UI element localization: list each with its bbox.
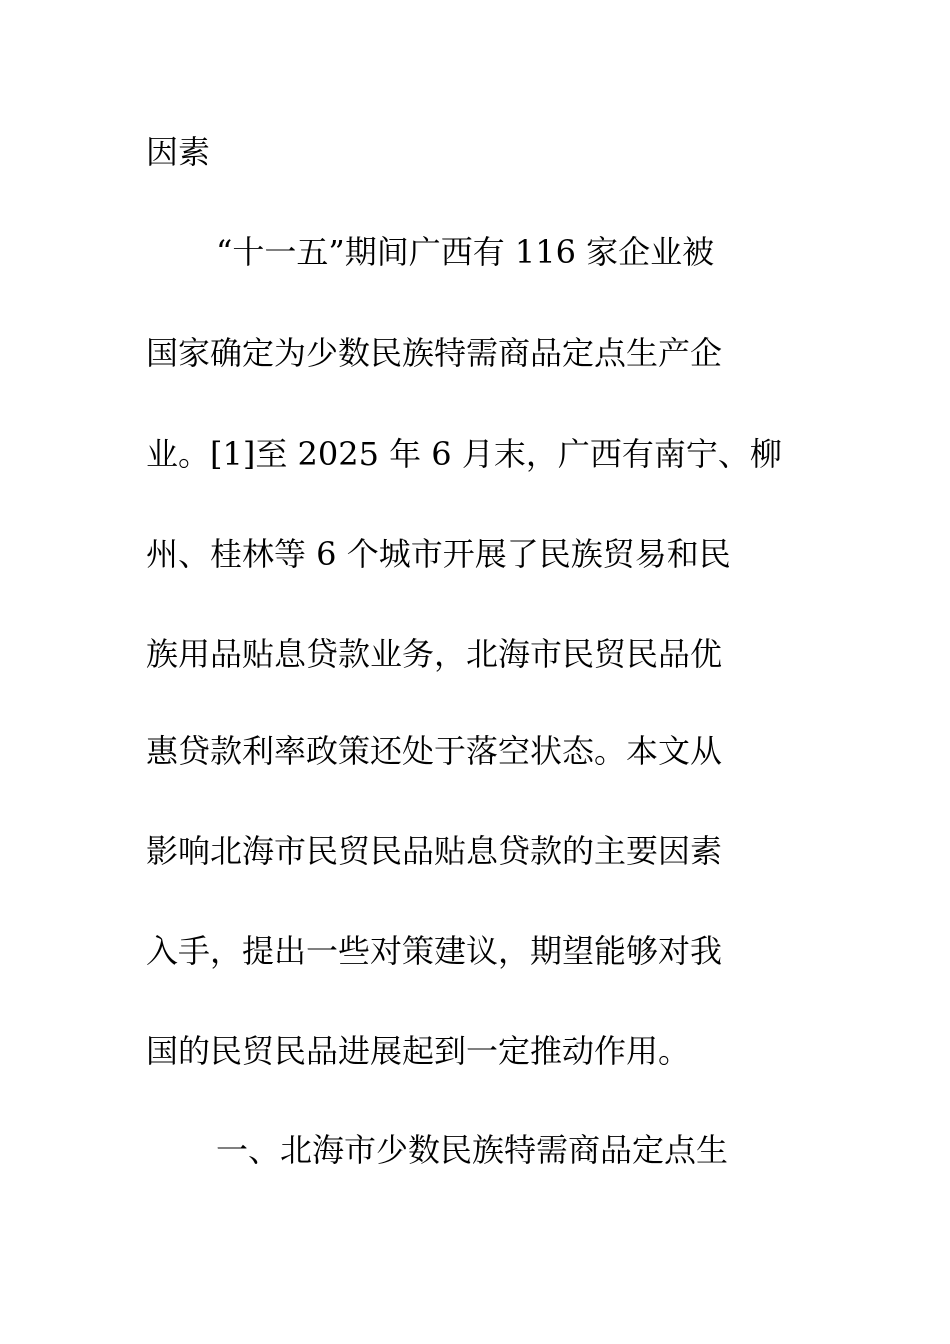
section-heading: 一、北海市少数民族特需商品定点生: [216, 1131, 729, 1169]
paragraph-start-line: “十一五”期间广西有 116 家企业被: [216, 233, 715, 271]
text-line: 影响北海市民贸民品贴息贷款的主要因素: [146, 832, 723, 870]
text-line: 州、桂林等 6 个城市开展了民族贸易和民: [146, 535, 731, 573]
text-line: 国的民贸民品进展起到一定推动作用。: [146, 1032, 691, 1070]
text-line: 入手，提出一些对策建议，期望能够对我: [146, 932, 723, 970]
text-line: 国家确定为少数民族特需商品定点生产企: [146, 334, 723, 372]
text-line: 业。[1]至 2025 年 6 月末，广西有南宁、柳: [146, 435, 782, 473]
text-line: 因素: [146, 133, 211, 171]
text-line: 族用品贴息贷款业务，北海市民贸民品优: [146, 635, 723, 673]
text-line: 惠贷款利率政策还处于落空状态。本文从: [146, 732, 723, 770]
